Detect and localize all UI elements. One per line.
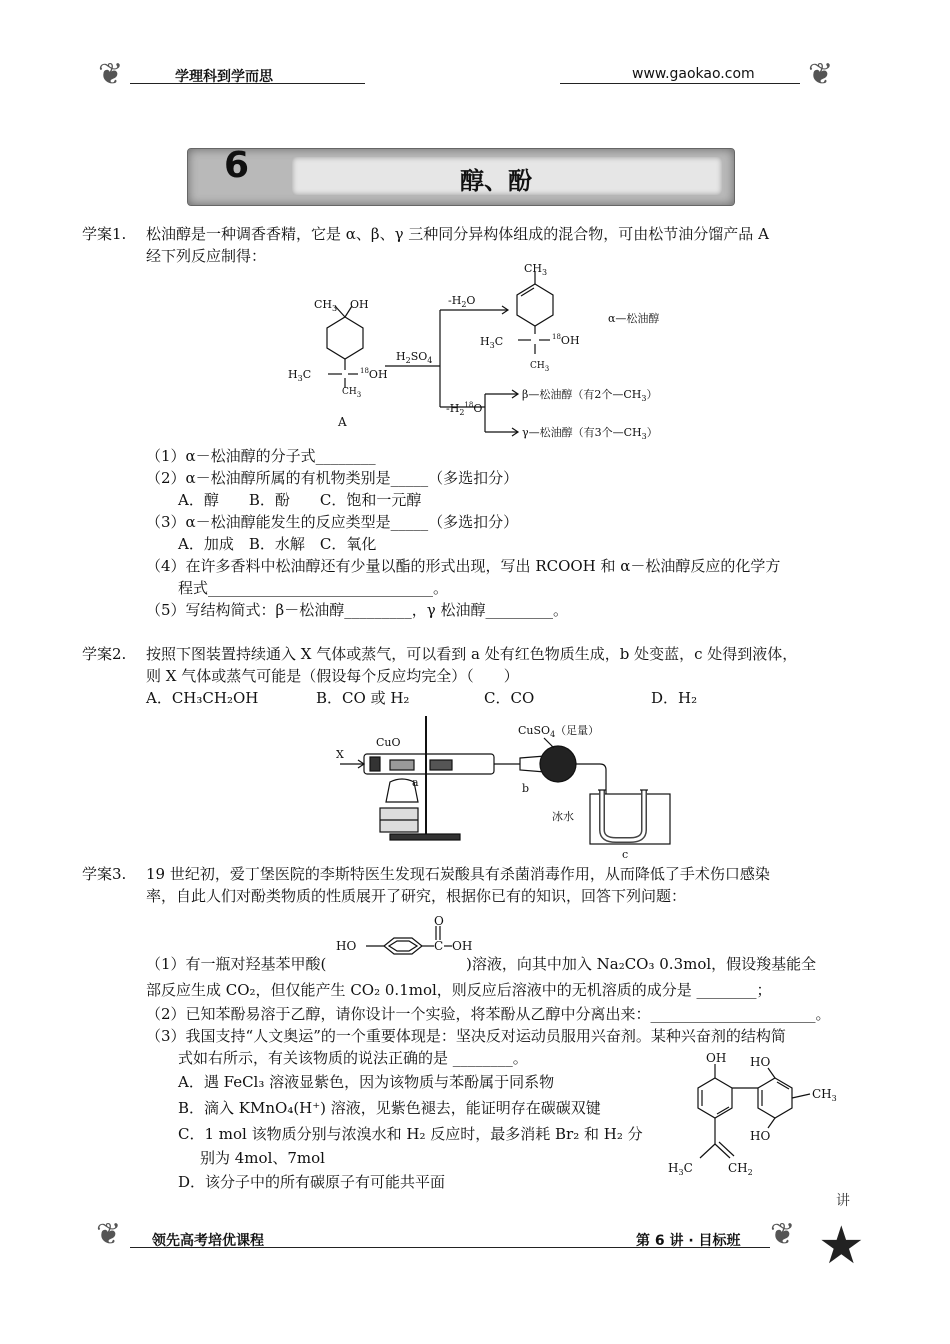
q3-sub2: （2）已知苯酚易溶于乙醇，请你设计一个实验，将苯酚从乙醇中分离出来：______________________。	[146, 1005, 831, 1023]
mol1-c: C	[434, 939, 444, 953]
q3-stem-line2: 率，自此人们对酚类物质的性质展开了研究，根据你已有的知识，回答下列问题：	[146, 887, 687, 905]
q1-reaction-scheme	[280, 262, 720, 441]
alpha-18oh-label: $^{18}$OH	[552, 333, 580, 347]
header-right-url: www.gaokao.com	[632, 66, 755, 82]
q3-sub1-line2: 部反应生成 CO₂，但仅能产生 CO₂ 0.1mol，则反应后溶液中的无机溶质的成分是 ________；	[146, 981, 772, 999]
header-left-text: 学理科到学而思	[175, 69, 273, 85]
mol2-ho-top: HO	[750, 1055, 771, 1069]
header-ornament-right-icon: ❦	[808, 57, 834, 92]
mol2-h3c: $H_3C$	[668, 1161, 693, 1177]
cuo-label: CuO	[376, 736, 401, 749]
q3-option-c-line1: C．1 mol 该物质分别与浓溴水和 H₂ 反应时，最多消耗 Br₂ 和 H₂ 分	[178, 1125, 643, 1143]
compound-a-ring	[327, 317, 363, 359]
footer-star-icon: ★	[818, 1216, 865, 1276]
footer-left-text: 领先高考培优课程	[152, 1233, 264, 1249]
q1-sub3-options: A．加成 B．水解 C．氧化	[178, 535, 377, 553]
q1-sub2: （2）α－松油醇所属的有机物类别是_____（多选扣分）	[146, 469, 519, 487]
chapter-number: 6	[224, 145, 250, 186]
q3-sub1-suffix: )溶液，向其中加入 Na₂CO₃ 0.3mol，假设羧基能全	[466, 955, 817, 973]
q3-stem-line1: 19 世纪初，爱丁堡医院的李斯特医生发现石炭酸具有杀菌消毒作用，从而降低了手术伤口感染	[146, 865, 770, 883]
alpha-h3c-label: $H_3C$	[480, 335, 504, 350]
q1-sub4-line2: 程式______________________________。	[178, 579, 449, 597]
q2-option-d: D．H₂	[651, 689, 698, 707]
p-hydroxybenzoic-acid-structure	[336, 914, 473, 976]
q2-option-b: B．CO 或 H₂	[316, 689, 410, 707]
q2-label: 学案2.	[82, 645, 127, 663]
q2-stem-line1: 按照下图装置持续通入 X 气体或蒸气，可以看到 a 处有红色物质生成，b 处变蓝，c 处得到液体，	[146, 645, 798, 663]
header-ornament-left-icon: ❦	[98, 57, 124, 92]
a-lower-ch3-label: $CH_3$	[342, 387, 362, 399]
alpha-terpineol-name: α—松油醇	[608, 312, 660, 325]
q3-label: 学案3.	[82, 865, 127, 883]
h2so4-label: $H_2SO_4$	[396, 350, 433, 365]
a-oh-label: OH	[350, 298, 369, 311]
compound-a-label: A	[338, 415, 347, 429]
q3-option-b: B．滴入 KMnO₄(H⁺) 溶液，见紫色褪去，能证明存在碳碳双键	[178, 1099, 601, 1117]
a-h3c-label: $H_3C$	[288, 368, 312, 383]
minus-h218o-label: $-H_2^{18}O$	[446, 401, 483, 417]
ice-water-label: 冰水	[552, 810, 574, 823]
mol2-ch2: $CH_2$	[728, 1161, 753, 1177]
q1-stem-line2: 经下列反应制得：	[146, 247, 267, 265]
stimulant-ring-right	[758, 1078, 792, 1118]
minus-h2o-label: $-H_2O$	[448, 294, 476, 309]
q2-apparatus-diagram	[330, 712, 680, 862]
q2-stem-line2: 则 X 气体或蒸气可能是（假设每个反应均完全）（ ）	[146, 667, 519, 685]
q1-sub3: （3）α－松油醇能发生的反应类型是_____（多选扣分）	[146, 513, 519, 531]
cuso4-bulb	[540, 746, 576, 782]
footer-right-text: 第 6 讲 · 目标班	[636, 1233, 741, 1249]
combustion-tube	[364, 754, 494, 774]
mol1-oh: OH	[452, 939, 473, 953]
q1-sub5: （5）写结构简式：β－松油醇_________，γ 松油醇_________。	[146, 601, 568, 619]
q1-sub1: （1）α－松油醇的分子式________	[146, 447, 376, 465]
q1-label: 学案1.	[82, 225, 127, 243]
alpha-ch3-top-label: $CH_3$	[524, 262, 548, 277]
q1-sub4-line1: （4）在许多香料中松油醇还有少量以酯的形式出现，写出 RCOOH 和 α－松油醇反应的化学方	[146, 557, 781, 575]
mol1-o: O	[434, 914, 444, 928]
footer-ornament-left-icon: ❦	[96, 1217, 122, 1252]
q1-sub2-options: A．醇 B．酚 C．饱和一元醇	[178, 491, 422, 509]
q3-sub3-line1: （3）我国支持“人文奥运”的一个重要体现是：坚决反对运动员服用兴奋剂。某种兴奋剂的结构简	[146, 1027, 786, 1045]
alpha-terpineol-ring	[517, 284, 553, 326]
chapter-title: 醇、酚	[460, 166, 532, 195]
q3-option-c-line2: 别为 4mol、7mol	[200, 1149, 325, 1167]
gamma-terpineol-name: γ—松油醇（有3个$—CH_3$）	[522, 426, 658, 441]
chapter-title-banner	[187, 145, 735, 206]
footer-ornament-right-icon: ❦	[770, 1217, 796, 1252]
point-c-label: c	[622, 848, 629, 861]
point-b-label: b	[522, 782, 530, 795]
alpha-lower-ch3-label: $CH_3$	[530, 361, 550, 373]
gas-x-label: X	[336, 748, 344, 761]
mol2-oh-left: OH	[706, 1051, 727, 1065]
mol2-ho-bottom: HO	[750, 1129, 771, 1143]
header-rule-right	[560, 83, 800, 84]
a-ch3-label: $CH_3$	[314, 298, 338, 313]
mol1-ho: HO	[336, 939, 357, 953]
q1-stem-line1: 松油醇是一种调香香精，它是 α、β、γ 三种同分异构体组成的混合物，可由松节油分馏产品 A	[146, 225, 769, 243]
cuso4-label: CuSO$_4$（足量）	[518, 724, 600, 739]
q2-option-a: A．CH₃CH₂OH	[146, 689, 259, 707]
q3-sub3-line2: 式如右所示，有关该物质的说法正确的是 ________。	[178, 1049, 528, 1067]
stimulant-ring-left	[698, 1078, 732, 1118]
chapter-title-panel	[292, 157, 722, 195]
mol2-ch3: $CH_3$	[812, 1087, 837, 1103]
footer-badge-text: 讲	[836, 1193, 850, 1209]
beta-terpineol-name: β—松油醇（有2个$—CH_3$）	[522, 388, 658, 403]
q2-option-c: C．CO	[484, 689, 535, 707]
q3-sub1-prefix: （1）有一瓶对羟基苯甲酸(	[146, 955, 327, 973]
cuo-sample	[390, 760, 414, 770]
point-a-label: a	[412, 776, 419, 789]
q3-option-a: A．遇 FeCl₃ 溶液显紫色，因为该物质与苯酚属于同系物	[178, 1073, 555, 1091]
stimulant-structure	[660, 1050, 860, 1180]
q3-option-d: D．该分子中的所有碳原子有可能共平面	[178, 1173, 446, 1191]
a-18oh-label: $^{18}$OH	[360, 367, 388, 381]
